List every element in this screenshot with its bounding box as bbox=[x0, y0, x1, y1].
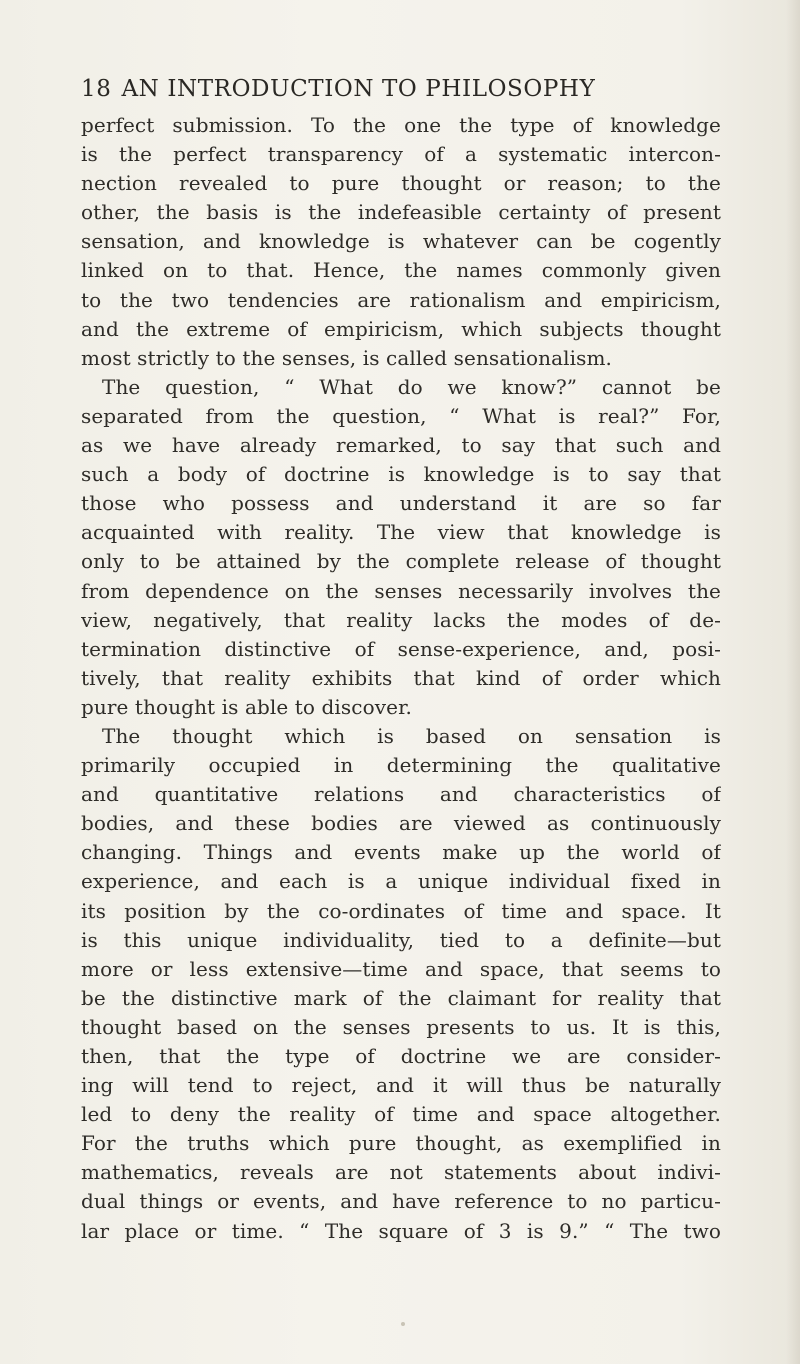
text-line: dual things or events, and have reference to no particu- bbox=[81, 1189, 721, 1214]
text-line: linked on to that. Hence, the names commonly given bbox=[81, 258, 721, 283]
running-title: AN INTRODUCTION TO PHILOSOPHY bbox=[121, 76, 596, 102]
running-header bbox=[81, 76, 721, 102]
text-line: separated from the question, “ What is real?” For, bbox=[81, 403, 721, 428]
text-line: from dependence on the senses necessarily involves the bbox=[81, 578, 721, 603]
body-text bbox=[81, 111, 721, 1246]
page-edge-shadow bbox=[786, 0, 800, 1364]
text-line: and quantitative relations and characteristics of bbox=[81, 782, 721, 807]
text-line: ing will tend to reject, and it will thus be naturally bbox=[81, 1073, 721, 1098]
text-line: then, that the type of doctrine we are consider- bbox=[81, 1044, 721, 1068]
text-line: is the perfect transparency of a systematic intercon- bbox=[81, 142, 721, 167]
text-line: only to be attained by the complete release of thought bbox=[81, 549, 721, 574]
text-line: led to deny the reality of time and space altogether. bbox=[81, 1102, 721, 1127]
paragraph-start-line: The thought which is based on sensation is bbox=[102, 723, 721, 748]
text-line: lar place or time. “ The square of 3 is 9.” “ The two bbox=[81, 1218, 721, 1243]
text-line: nection revealed to pure thought or reason; to the bbox=[81, 171, 721, 196]
text-line: sensation, and knowledge is whatever can be cogently bbox=[81, 229, 721, 254]
text-line: primarily occupied in determining the qualitative bbox=[81, 753, 721, 778]
text-line: such a body of doctrine is knowledge is to say that bbox=[81, 462, 721, 487]
text-line: its position by the co-ordinates of time and space. It bbox=[81, 898, 721, 923]
text-line: and the extreme of empiricism, which subjects thought bbox=[81, 316, 721, 341]
text-line: perfect submission. To the one the type of knowledge bbox=[81, 113, 721, 137]
text-line: experience, and each is a unique individual fixed in bbox=[81, 869, 721, 894]
text-line: more or less extensive—time and space, that seems to bbox=[81, 956, 721, 981]
paragraph-start-line: The question, “ What do we know?” cannot be bbox=[102, 374, 721, 399]
text-line: tively, that reality exhibits that kind of order which bbox=[81, 665, 721, 690]
text-line: to the two tendencies are rationalism and empiricism, bbox=[81, 287, 721, 312]
text-line: those who possess and understand it are so far bbox=[81, 491, 721, 516]
text-line: other, the basis is the indefeasible certainty of present bbox=[81, 200, 721, 225]
page-number: 18 bbox=[81, 76, 112, 102]
text-line: view, negatively, that reality lacks the modes of de- bbox=[81, 607, 721, 632]
text-line: changing. Things and events make up the world of bbox=[81, 840, 721, 865]
text-line: pure thought is able to discover. bbox=[81, 694, 412, 719]
text-line: mathematics, reveals are not statements about indivi- bbox=[81, 1160, 721, 1185]
text-line: as we have already remarked, to say that such and bbox=[81, 433, 721, 458]
text-line: most strictly to the senses, is called sensationalism. bbox=[81, 345, 612, 370]
paper-speck bbox=[401, 1322, 405, 1326]
text-line: acquainted with reality. The view that knowledge is bbox=[81, 520, 721, 545]
text-line: bodies, and these bodies are viewed as continuously bbox=[81, 811, 721, 836]
text-line: termination distinctive of sense-experience, and, posi- bbox=[81, 636, 721, 661]
text-line: thought based on the senses presents to us. It is this, bbox=[81, 1014, 721, 1039]
text-line: For the truths which pure thought, as exemplified in bbox=[81, 1131, 721, 1156]
text-line: be the distinctive mark of the claimant for reality that bbox=[81, 985, 721, 1010]
text-line: is this unique individuality, tied to a definite—but bbox=[81, 927, 721, 952]
